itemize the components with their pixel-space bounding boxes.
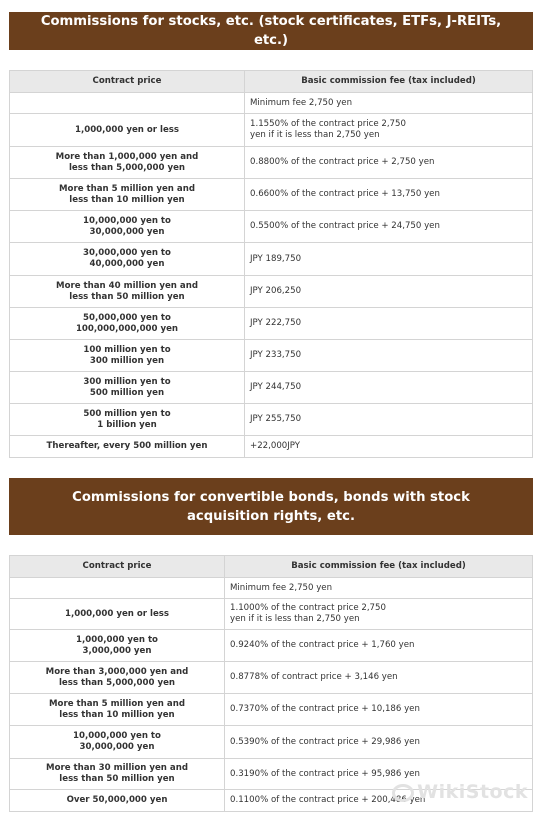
commission-fee-cell: JPY 255,750: [245, 404, 533, 436]
table-row: [10, 340, 533, 372]
commission-fee-cell: 0.1100% of the contract price + 200,486 yen: [225, 790, 533, 812]
contract-price-cell: 100 million yen to 300 million yen: [10, 340, 245, 372]
commission-fee-cell: 0.5500% of the contract price + 24,750 yen: [245, 211, 533, 243]
contract-price-cell: More than 40 million yen and less than 50 million yen: [10, 276, 245, 308]
contract-price-cell: 1,000,000 yen to 3,000,000 yen: [10, 630, 225, 662]
commission-fee-header: Basic commission fee (tax included): [225, 556, 533, 578]
contract-price-cell: Over 50,000,000 yen: [10, 790, 225, 812]
contract-price-cell: 300 million yen to 500 million yen: [10, 372, 245, 404]
contract-price-cell: [10, 578, 225, 599]
table-row: [10, 114, 533, 147]
stocks-commission-table: [9, 70, 533, 458]
contract-price-cell: Thereafter, every 500 million yen: [10, 436, 245, 458]
watermark-logo-icon: [392, 784, 414, 802]
table-row: [10, 179, 533, 211]
contract-price-cell: 1,000,000 yen or less: [10, 114, 245, 147]
bonds-section-title: Commissions for convertible bonds, bonds with stock acquisition rights, etc.: [9, 478, 533, 535]
contract-price-cell: More than 30 million yen and less than 50 million yen: [10, 759, 225, 790]
table-row: [10, 726, 533, 759]
table-header-row: [10, 556, 533, 578]
table-row: [10, 276, 533, 308]
table-row: [10, 147, 533, 179]
table-row: [10, 599, 533, 630]
commission-fee-cell: 0.5390% of the contract price + 29,986 yen: [225, 726, 533, 759]
contract-price-cell: More than 1,000,000 yen and less than 5,000,000 yen: [10, 147, 245, 179]
commission-fee-cell: 0.3190% of the contract price + 95,986 yen: [225, 759, 533, 790]
bonds-commission-table: [9, 555, 533, 812]
stocks-table-body: [10, 93, 533, 458]
table-row: [10, 662, 533, 694]
watermark-text: WikiStock: [417, 781, 528, 803]
contract-price-cell: [10, 93, 245, 114]
contract-price-cell: 50,000,000 yen to 100,000,000,000 yen: [10, 308, 245, 340]
contract-price-cell: More than 5 million yen and less than 10 million yen: [10, 694, 225, 726]
table-row: [10, 243, 533, 276]
contract-price-cell: 10,000,000 yen to 30,000,000 yen: [10, 211, 245, 243]
commission-fee-cell: 0.9240% of the contract price + 1,760 yen: [225, 630, 533, 662]
commission-fee-cell: JPY 244,750: [245, 372, 533, 404]
commission-fee-cell: 0.8778% of contract price + 3,146 yen: [225, 662, 533, 694]
commission-fee-cell: 0.6600% of the contract price + 13,750 yen: [245, 179, 533, 211]
contract-price-cell: 30,000,000 yen to 40,000,000 yen: [10, 243, 245, 276]
commission-fee-cell: 0.7370% of the contract price + 10,186 yen: [225, 694, 533, 726]
commission-fee-cell: 0.8800% of the contract price + 2,750 yen: [245, 147, 533, 179]
table-row: [10, 308, 533, 340]
commission-fee-cell: JPY 233,750: [245, 340, 533, 372]
contract-price-cell: More than 3,000,000 yen and less than 5,000,000 yen: [10, 662, 225, 694]
watermark: [392, 781, 528, 803]
stocks-section-title: Commissions for stocks, etc. (stock certificates, ETFs, J-REITs, etc.): [9, 12, 533, 50]
contract-price-cell: 500 million yen to 1 billion yen: [10, 404, 245, 436]
contract-price-header: Contract price: [10, 556, 225, 578]
contract-price-cell: 10,000,000 yen to 30,000,000 yen: [10, 726, 225, 759]
table-row: [10, 630, 533, 662]
commission-fee-cell: 1.1000% of the contract price 2,750 yen if it is less than 2,750 yen: [225, 599, 533, 630]
bonds-table-body: [10, 578, 533, 812]
table-row: [10, 404, 533, 436]
contract-price-cell: 1,000,000 yen or less: [10, 599, 225, 630]
table-row: [10, 372, 533, 404]
table-row: [10, 211, 533, 243]
contract-price-header: Contract price: [10, 71, 245, 93]
commission-fee-cell: JPY 189,750: [245, 243, 533, 276]
commission-fee-cell: +22,000JPY: [245, 436, 533, 458]
commission-fee-cell: Minimum fee 2,750 yen: [225, 578, 533, 599]
table-row: [10, 93, 533, 114]
commission-fee-cell: 1.1550% of the contract price 2,750 yen if it is less than 2,750 yen: [245, 114, 533, 147]
commission-fee-cell: JPY 206,250: [245, 276, 533, 308]
table-row: [10, 578, 533, 599]
table-row: [10, 436, 533, 458]
commission-fee-cell: JPY 222,750: [245, 308, 533, 340]
table-row: [10, 694, 533, 726]
commission-fee-cell: Minimum fee 2,750 yen: [245, 93, 533, 114]
contract-price-cell: More than 5 million yen and less than 10 million yen: [10, 179, 245, 211]
table-header-row: [10, 71, 533, 93]
commission-fee-header: Basic commission fee (tax included): [245, 71, 533, 93]
